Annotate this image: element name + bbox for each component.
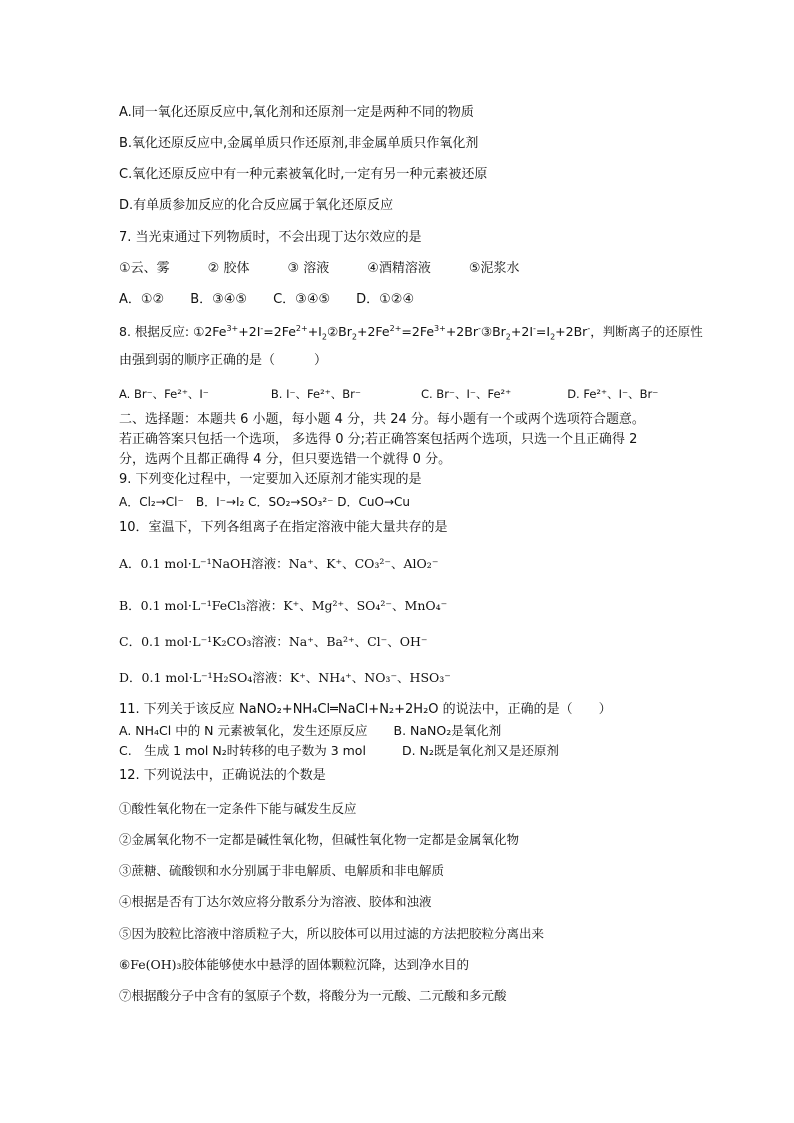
q6-option-a: A.同一氧化还原反应中,氧化剂和还原剂一定是两种不同的物质 bbox=[119, 105, 474, 120]
q8-stem-line2: 由强到弱的顺序正确的是（ ） bbox=[119, 353, 328, 368]
q11-option-b: B. NaNO₂是氧化剂 bbox=[393, 723, 502, 738]
section2-line3: 分，选两个且都正确得 4 分，但只要选错一个就得 0 分。 bbox=[119, 452, 452, 467]
q10-option-d: D．0.1 mol·L⁻¹H₂SO₄溶液：K⁺、NH₄⁺、NO₃⁻、HSO₃⁻ bbox=[119, 670, 451, 685]
q8-option-d: D. Fe²⁺、I⁻、Br⁻ bbox=[567, 387, 659, 401]
q6-option-c: C.氧化还原反应中有一种元素被氧化时,一定有另一种元素被还原 bbox=[119, 167, 488, 182]
q9-stem: 9. 下列变化过程中，一定要加入还原剂才能实现的是 bbox=[119, 472, 422, 487]
q12-item-5: ⑤因为胶粒比溶液中溶质粒子大，所以胶体可以用过滤的方法把胶粒分离出来 bbox=[119, 926, 545, 941]
q8-option-a: A. Br⁻、Fe²⁺、I⁻ bbox=[119, 387, 209, 401]
section2-line2: 若正确答案只包括一个选项， 多选得 0 分;若正确答案包括两个选项，只选一个且正确得 2 bbox=[119, 432, 638, 447]
q11-options-row1 bbox=[119, 723, 501, 739]
q6-option-b: B.氧化还原反应中,金属单质只作还原剂,非金属单质只作氧化剂 bbox=[119, 136, 479, 151]
q8-stem-tail: ，判断离子的还原性 bbox=[590, 324, 703, 339]
q12-item-7: ⑦根据酸分子中含有的氢原子个数，将酸分为一元酸、二元酸和多元酸 bbox=[119, 988, 507, 1003]
q10-stem: 10．室温下，下列各组离子在指定溶液中能大量共存的是 bbox=[119, 520, 448, 535]
q11-option-d: D. N₂既是氧化剂又是还原剂 bbox=[401, 743, 559, 758]
q12-item-2: ②金属氧化物不一定都是碱性氧化物，但碱性氧化物一定都是金属氧化物 bbox=[119, 832, 520, 847]
q7-option-c: C．③④⑤ bbox=[273, 292, 331, 307]
q8-options bbox=[119, 386, 658, 402]
q7-option-b: B．③④⑤ bbox=[190, 292, 248, 307]
q10-option-a: A．0.1 mol·L⁻¹NaOH溶液：Na⁺、K⁺、CO₃²⁻、AlO₂⁻ bbox=[119, 556, 439, 571]
q7-item-2: ② 胶体 bbox=[207, 261, 250, 276]
section2-line1: 二、选择题：本题共 6 小题，每小题 4 分，共 24 分。每小题有一个或两个选项符合题意。 bbox=[119, 412, 645, 427]
q7-items bbox=[119, 261, 520, 277]
q8-option-b: B. I⁻、Fe²⁺、Br⁻ bbox=[270, 387, 361, 401]
q12-stem: 12. 下列说法中，正确说法的个数是 bbox=[119, 768, 326, 783]
q8-option-c: C. Br⁻、I⁻、Fe²⁺ bbox=[420, 387, 512, 401]
q6-option-d: D.有单质参加反应的化合反应属于氧化还原反应 bbox=[119, 198, 394, 213]
q7-item-4: ④酒精溶液 bbox=[367, 261, 431, 276]
q8-stem bbox=[119, 324, 703, 340]
q7-option-d: D．①②④ bbox=[356, 292, 415, 307]
q11-option-c: C. 生成 1 mol N₂时转移的电子数为 3 mol bbox=[119, 743, 366, 758]
q7-option-a: A．①② bbox=[119, 292, 165, 307]
q11-option-a: A. NH₄Cl 中的 N 元素被氧化，发生还原反应 bbox=[119, 723, 368, 738]
q8-number: 8. 根据反应: bbox=[119, 324, 190, 339]
q7-options bbox=[119, 292, 414, 308]
q7-item-1: ①云、雾 bbox=[119, 261, 170, 276]
q7-item-3: ③ 溶液 bbox=[287, 261, 330, 276]
q12-item-6: ⑥Fe(OH)₃胶体能够使水中悬浮的固体颗粒沉降，达到净水目的 bbox=[119, 957, 470, 972]
q8-reactions: $①2Fe^{3+}+2I^-=2Fe^{2+}+I_2②Br_2+2Fe^{2+}=2Fe^{3+}+2Br^-③Br_2+2I^-=I_2+2Br^-$ bbox=[193, 323, 591, 342]
q10-option-b: B．0.1 mol·L⁻¹FeCl₃溶液：K⁺、Mg²⁺、SO₄²⁻、MnO₄⁻ bbox=[119, 598, 448, 613]
q12-item-3: ③蔗糖、硫酸钡和水分别属于非电解质、电解质和非电解质 bbox=[119, 863, 445, 878]
q7-stem: 7. 当光束通过下列物质时，不会出现丁达尔效应的是 bbox=[119, 230, 422, 245]
q11-stem: 11. 下列关于该反应 NaNO₂+NH₄Cl═NaCl+N₂+2H₂O 的说法中，正确的是（ ） bbox=[119, 702, 612, 717]
q10-option-c: C．0.1 mol·L⁻¹K₂CO₃溶液：Na⁺、Ba²⁺、Cl⁻、OH⁻ bbox=[119, 634, 428, 649]
q12-item-4: ④根据是否有丁达尔效应将分散系分为溶液、胶体和浊液 bbox=[119, 894, 432, 909]
q12-item-1: ①酸性氧化物在一定条件下能与碱发生反应 bbox=[119, 801, 357, 816]
q9-options: A．Cl₂→Cl⁻ B．I⁻→I₂ C．SO₂→SO₃²⁻ D．CuO→Cu bbox=[119, 495, 411, 509]
q7-item-5: ⑤泥浆水 bbox=[468, 261, 520, 276]
q11-options-row2 bbox=[119, 743, 559, 759]
